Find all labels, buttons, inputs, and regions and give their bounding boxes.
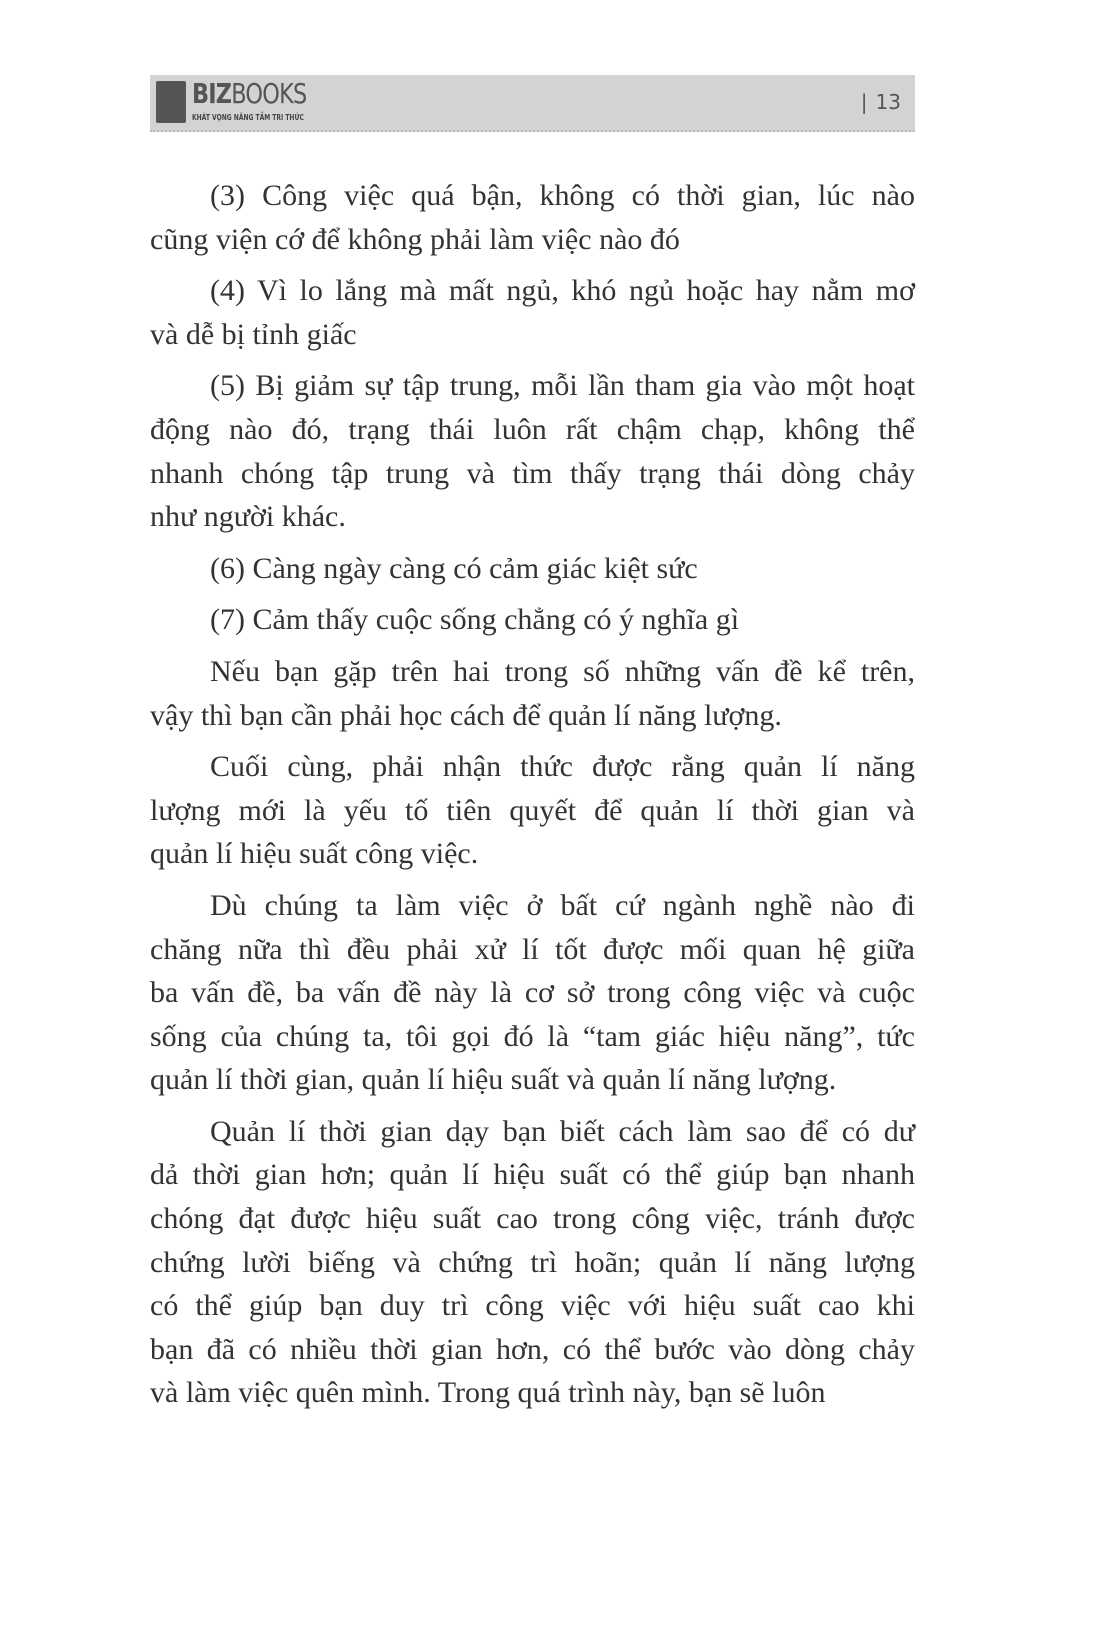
- page-number: | 13: [860, 90, 901, 114]
- text-line: quản lí thời gian, quản lí hiệu suất và quản lí năng lượng.: [150, 1063, 837, 1097]
- logo-text: [192, 77, 306, 110]
- text-line: Dù chúng ta làm việc ở bất cứ ngành nghề nào đi: [210, 888, 915, 922]
- paragraph: [150, 1110, 915, 1415]
- logo-icon: [156, 81, 186, 123]
- page-number-value: 13: [875, 90, 901, 114]
- text-line: (5) Bị giảm sự tập trung, mỗi lần tham gia vào một hoạt: [210, 369, 915, 403]
- text-line: nhanh chóng tập trung và tìm thấy trạng thái dòng chảy: [150, 456, 915, 490]
- text-line: (4) Vì lo lắng mà mất ngủ, khó ngủ hoặc hay nằm mơ: [210, 274, 915, 308]
- text-line: ba vấn đề, ba vấn đề này là cơ sở trong công việc và cuộc: [150, 976, 915, 1010]
- body-text: [150, 174, 915, 1423]
- paragraph: [150, 745, 915, 876]
- text-line: chứng lười biếng và chứng trì hoãn; quản lí năng lượng: [150, 1245, 915, 1279]
- paragraph: [150, 174, 915, 261]
- logo-rest: BOOKS: [231, 77, 307, 110]
- text-line: Nếu bạn gặp trên hai trong số những vấn đề kể trên,: [210, 654, 915, 688]
- paragraph: [150, 884, 915, 1102]
- logo-bold: BIZ: [192, 77, 232, 110]
- text-line: (3) Công việc quá bận, không có thời gian, lúc nào: [210, 179, 915, 212]
- paragraph: [150, 547, 915, 591]
- paragraph: [150, 598, 915, 642]
- text-line: cũng viện cớ để không phải làm việc nào đó: [150, 222, 680, 256]
- text-line: Quản lí thời gian dạy bạn biết cách làm sao để có dư: [210, 1114, 915, 1148]
- text-line: dả thời gian hơn; quản lí hiệu suất có thể giúp bạn nhanh: [150, 1158, 915, 1192]
- paragraph: [150, 650, 915, 737]
- logo-tagline: KHÁT VỌNG NÂNG TẦM TRI THỨC: [192, 113, 304, 122]
- text-line: và làm việc quên mình. Trong quá trình này, bạn sẽ luôn: [150, 1376, 826, 1410]
- text-line: Cuối cùng, phải nhận thức được rằng quản lí năng: [210, 750, 915, 784]
- paragraph: [150, 364, 915, 538]
- text-line: lượng mới là yếu tố tiên quyết để quản lí thời gian và: [150, 793, 915, 827]
- text-line: (6) Càng ngày càng có cảm giác kiệt sức: [210, 551, 698, 585]
- text-line: và dễ bị tỉnh giấc: [150, 317, 357, 351]
- text-line: động nào đó, trạng thái luôn rất chậm chạp, không thể: [150, 412, 915, 446]
- text-line: có thể giúp bạn duy trì công việc với hiệu suất cao khi: [150, 1289, 915, 1323]
- page-header: [150, 75, 915, 132]
- text-line: chóng đạt được hiệu suất cao trong công việc, tránh được: [150, 1202, 915, 1236]
- text-line: sống của chúng ta, tôi gọi đó là “tam giác hiệu năng”, tức: [150, 1019, 915, 1053]
- text-line: vậy thì bạn cần phải học cách để quản lí năng lượng.: [150, 698, 782, 732]
- text-line: như người khác.: [150, 500, 346, 534]
- text-line: quản lí hiệu suất công việc.: [150, 837, 479, 871]
- text-line: bạn đã có nhiều thời gian hơn, có thể bước vào dòng chảy: [150, 1332, 915, 1366]
- text-line: (7) Cảm thấy cuộc sống chẳng có ý nghĩa gì: [210, 603, 740, 637]
- paragraph: [150, 269, 915, 356]
- text-line: chăng nữa thì đều phải xử lí tốt được mối quan hệ giữa: [150, 932, 915, 966]
